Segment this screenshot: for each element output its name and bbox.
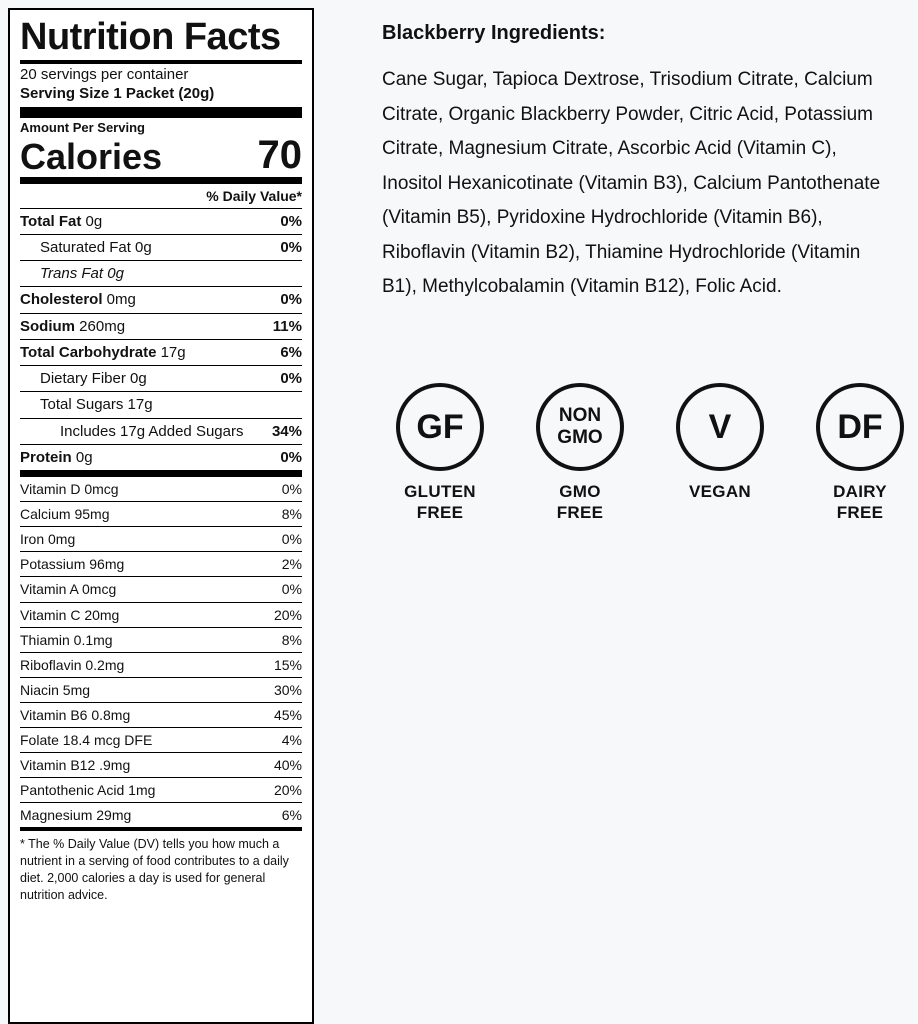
badge-dairy [812,383,908,524]
vitamin-row [20,552,302,577]
badge-vegan [672,383,768,524]
vitamin-daily-value: 4% [281,731,302,748]
vitamin-row [20,653,302,678]
vitamin-name: Iron 0mg [20,531,76,548]
badge-mark: GF [416,408,464,447]
vitamin-row [20,502,302,527]
nutrient-daily-value: 6% [280,343,302,361]
nutrient-name: Sodium 260mg [20,317,126,335]
nutrient-row [20,366,302,392]
vitamin-name: Calcium 95mg [20,506,110,523]
nutrient-daily-value: 0% [280,370,302,388]
nutrient-name: Saturated Fat 0g [40,238,152,256]
nutrient-name: Total Carbohydrate 17g [20,343,186,361]
vitamin-name: Vitamin C 20mg [20,606,120,623]
vitamin-row [20,527,302,552]
nutrient-row [20,235,302,261]
vitamin-row [20,803,302,831]
nutrient-name: Total Sugars 17g [40,396,153,414]
badge-caption: VEGAN [689,482,751,502]
calories-row [20,135,302,177]
badge-circle-icon [536,383,624,471]
badge-gmo [532,383,628,524]
vitamin-row [20,753,302,778]
badge-caption: DAIRY FREE [833,482,887,523]
nutrient-row [20,419,302,445]
vitamin-row [20,628,302,653]
vitamin-name: Vitamin A 0mcg [20,581,117,598]
nutrient-row [20,287,302,313]
ingredients-title: Blackberry Ingredients: [382,22,606,44]
vitamin-name: Riboflavin 0.2mg [20,656,125,673]
nutrient-row [20,261,302,287]
vitamin-name: Potassium 96mg [20,556,125,573]
nutrient-name: Trans Fat 0g [40,265,124,283]
ingredients-column [314,0,918,1024]
vitamin-name: Pantothenic Acid 1mg [20,782,156,799]
badge-gluten [392,383,488,524]
vitamin-name: Vitamin D 0mcg [20,481,119,498]
vitamin-daily-value: 0% [281,581,302,598]
vitamin-daily-value: 0% [281,481,302,498]
nutrient-name: Cholesterol 0mg [20,291,136,309]
badge-circle-icon [396,383,484,471]
vitamin-daily-value: 20% [273,782,302,799]
vitamin-row [20,778,302,803]
nutrient-name: Dietary Fiber 0g [40,370,147,388]
certification-badges [382,383,908,524]
vitamin-row [20,703,302,728]
badge-mark-secondary: GMO [557,427,603,449]
nutrition-facts-panel [8,8,314,1024]
amount-per-serving-label: Amount Per Serving [20,119,145,135]
vitamin-daily-value: 2% [281,556,302,573]
ingredients-body: Cane Sugar, Tapioca Dextrose, Trisodium Citrate, Calcium Citrate, Organic Blackberry Powder, Citric Acid, Potassium Citrate, Magnesium Citrate, Ascorbic Acid (Vitamin C), Inositol Hexanicotinate (Vitamin B3), Calcium Pantothenate (Vitamin B5), Pyridoxine Hydrochloride (Vitamin B6), Riboflavin (Vitamin B2), Thiamine Hydrochloride (Vitamin B1), Methylcobalamin (Vitamin B12), Folic Acid. [382,69,881,298]
servings-per-container: 20 servings per container [20,66,189,83]
vitamin-row [20,603,302,628]
vitamin-name: Vitamin B6 0.8mg [20,706,131,723]
vitamin-row [20,678,302,703]
nutrient-daily-value: 0% [280,448,302,466]
nutrient-row [20,392,302,418]
nutrient-daily-value: 0% [280,238,302,256]
serving-size: Serving Size 1 Packet (20g) [20,85,215,103]
nutrient-name: Total Fat 0g [20,212,103,230]
nutrition-facts-title: Nutrition Facts [20,16,281,58]
vitamin-daily-value: 0% [281,531,302,548]
vitamin-name: Folate 18.4 mcg DFE [20,731,153,748]
vitamin-name: Vitamin B12 .9mg [20,757,131,774]
nutrient-main-rows [20,209,302,471]
nutrient-vitamin-rows [20,477,302,831]
badge-caption: GLUTEN FREE [404,482,476,523]
vitamin-name: Magnesium 29mg [20,807,132,824]
daily-value-header: % Daily Value* [206,188,302,205]
nutrient-row [20,445,302,470]
nutrient-daily-value: 0% [280,291,302,309]
vitamin-row [20,577,302,602]
vitamin-daily-value: 40% [273,757,302,774]
vitamin-daily-value: 8% [281,506,302,523]
badge-caption: GMO FREE [556,482,604,523]
vitamin-name: Thiamin 0.1mg [20,631,113,648]
nutrient-daily-value: 0% [280,212,302,230]
badge-mark: NON [558,405,602,427]
nutrient-name: Protein 0g [20,448,93,466]
nutrient-name: Includes 17g Added Sugars [60,422,244,440]
badge-circle-icon [816,383,904,471]
nutrient-row [20,340,302,366]
calories-label: Calories [20,136,163,178]
badge-mark: DF [837,408,883,447]
vitamin-row [20,477,302,502]
nutrient-row [20,209,302,235]
daily-value-footnote: * The % Daily Value (DV) tells you how much a nutrient in a serving of food contributes to a daily diet. 2,000 calories a day is used for general nutrition advice. [20,837,289,902]
vitamin-daily-value: 20% [273,606,302,623]
nutrient-daily-value: 11% [272,317,302,335]
vitamin-daily-value: 8% [281,631,302,648]
badge-mark: V [708,408,732,447]
vitamin-name: Niacin 5mg [20,681,91,698]
vitamin-daily-value: 45% [273,706,302,723]
vitamin-daily-value: 30% [273,681,302,698]
nutrient-row [20,314,302,340]
vitamin-daily-value: 15% [273,656,302,673]
vitamin-row [20,728,302,753]
vitamin-daily-value: 6% [281,807,302,824]
badge-circle-icon [676,383,764,471]
calories-value: 70 [257,133,302,178]
nutrient-daily-value: 34% [271,422,302,440]
